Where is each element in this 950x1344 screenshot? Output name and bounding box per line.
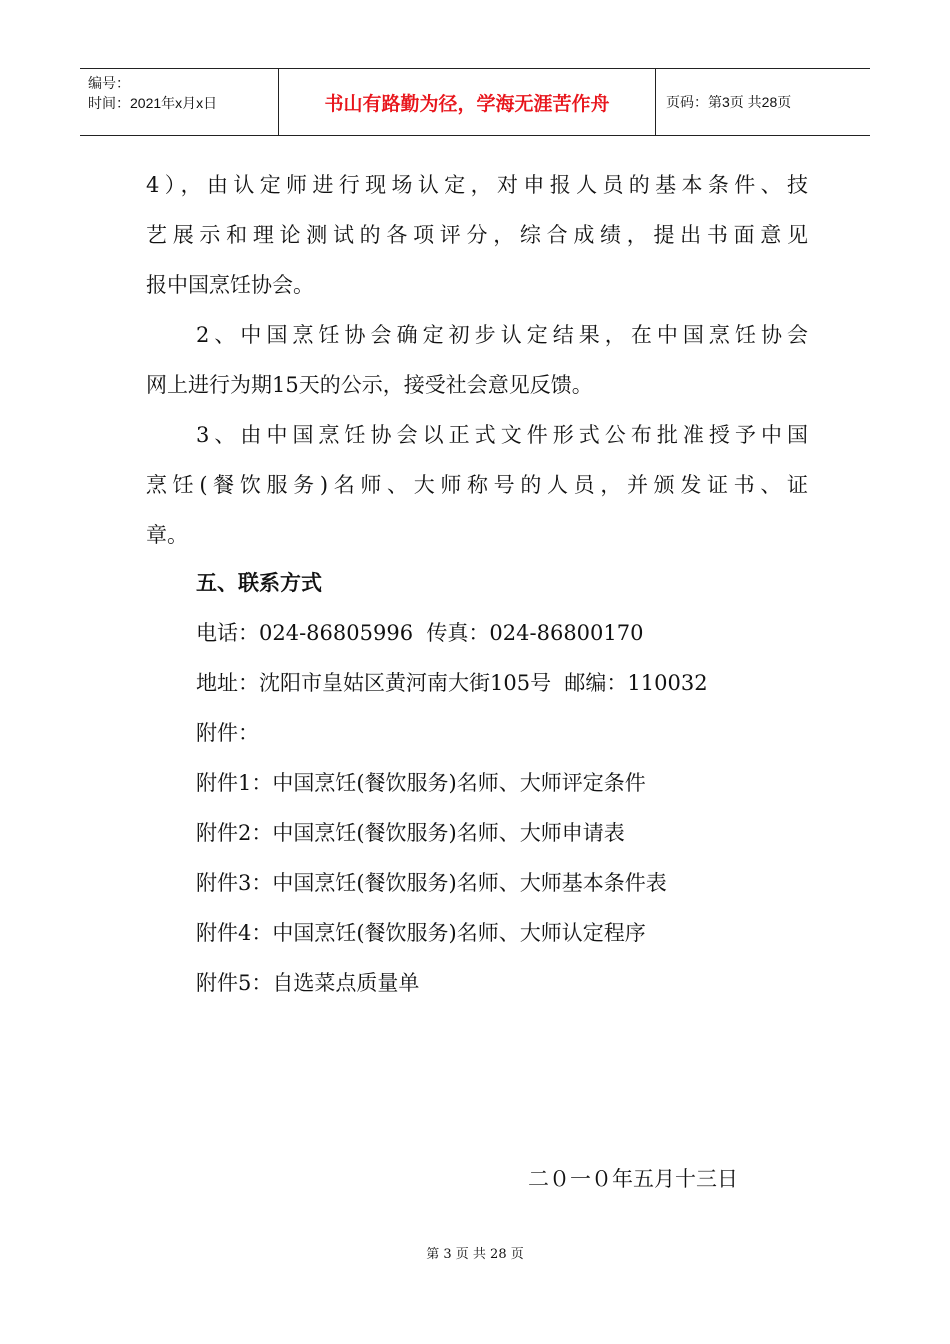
document-time-label: 时间：2021年x月x日 xyxy=(88,95,218,111)
body-line: 网上进行为期15天的公示，接受社会意见反馈。 xyxy=(146,373,593,397)
document-number-label: 编号： xyxy=(88,75,130,91)
body-line: 3、由中国烹饪协会以正式文件形式公布批准授予中国 xyxy=(196,423,808,447)
body-line: 2、中国烹饪协会确定初步认定结果，在中国烹饪协会 xyxy=(196,323,808,347)
attachments-label: 附件： xyxy=(196,721,259,745)
contact-address: 地址：沈阳市皇姑区黄河南大街105号 邮编：110032 xyxy=(196,671,708,695)
page-footer: 第 3 页 共 28 页 xyxy=(426,1247,524,1262)
body-line: 报中国烹饪协会。 xyxy=(146,273,314,297)
attachment-item: 附件5：自选菜点质量单 xyxy=(196,971,420,995)
body-line: 4），由认定师进行现场认定，对申报人员的基本条件、技 xyxy=(146,173,808,197)
header-info-cell xyxy=(80,69,279,135)
attachment-item: 附件1：中国烹饪(餐饮服务)名师、大师评定条件 xyxy=(196,771,646,795)
attachment-item: 附件4：中国烹饪(餐饮服务)名师、大师认定程序 xyxy=(196,921,646,945)
header-page-info: 页码：第3页 共28页 xyxy=(666,94,792,110)
page-header xyxy=(80,68,870,136)
body-line: 烹饪(餐饮服务)名师、大师称号的人员，并颁发证书、证 xyxy=(146,473,808,497)
attachment-item: 附件2：中国烹饪(餐饮服务)名师、大师申请表 xyxy=(196,821,625,845)
body-line: 艺展示和理论测试的各项评分，综合成绩，提出书面意见 xyxy=(146,223,808,247)
contact-phone: 电话：024-86805996 传真：024-86800170 xyxy=(196,621,644,645)
body-line: 章。 xyxy=(146,523,188,547)
section-heading: 五、联系方式 xyxy=(196,571,322,595)
attachment-item: 附件3：中国烹饪(餐饮服务)名师、大师基本条件表 xyxy=(196,871,667,895)
header-motto: 书山有路勤为径，学海无涯苦作舟 xyxy=(279,69,656,135)
document-date: 二０一０年五月十三日 xyxy=(528,1167,738,1191)
